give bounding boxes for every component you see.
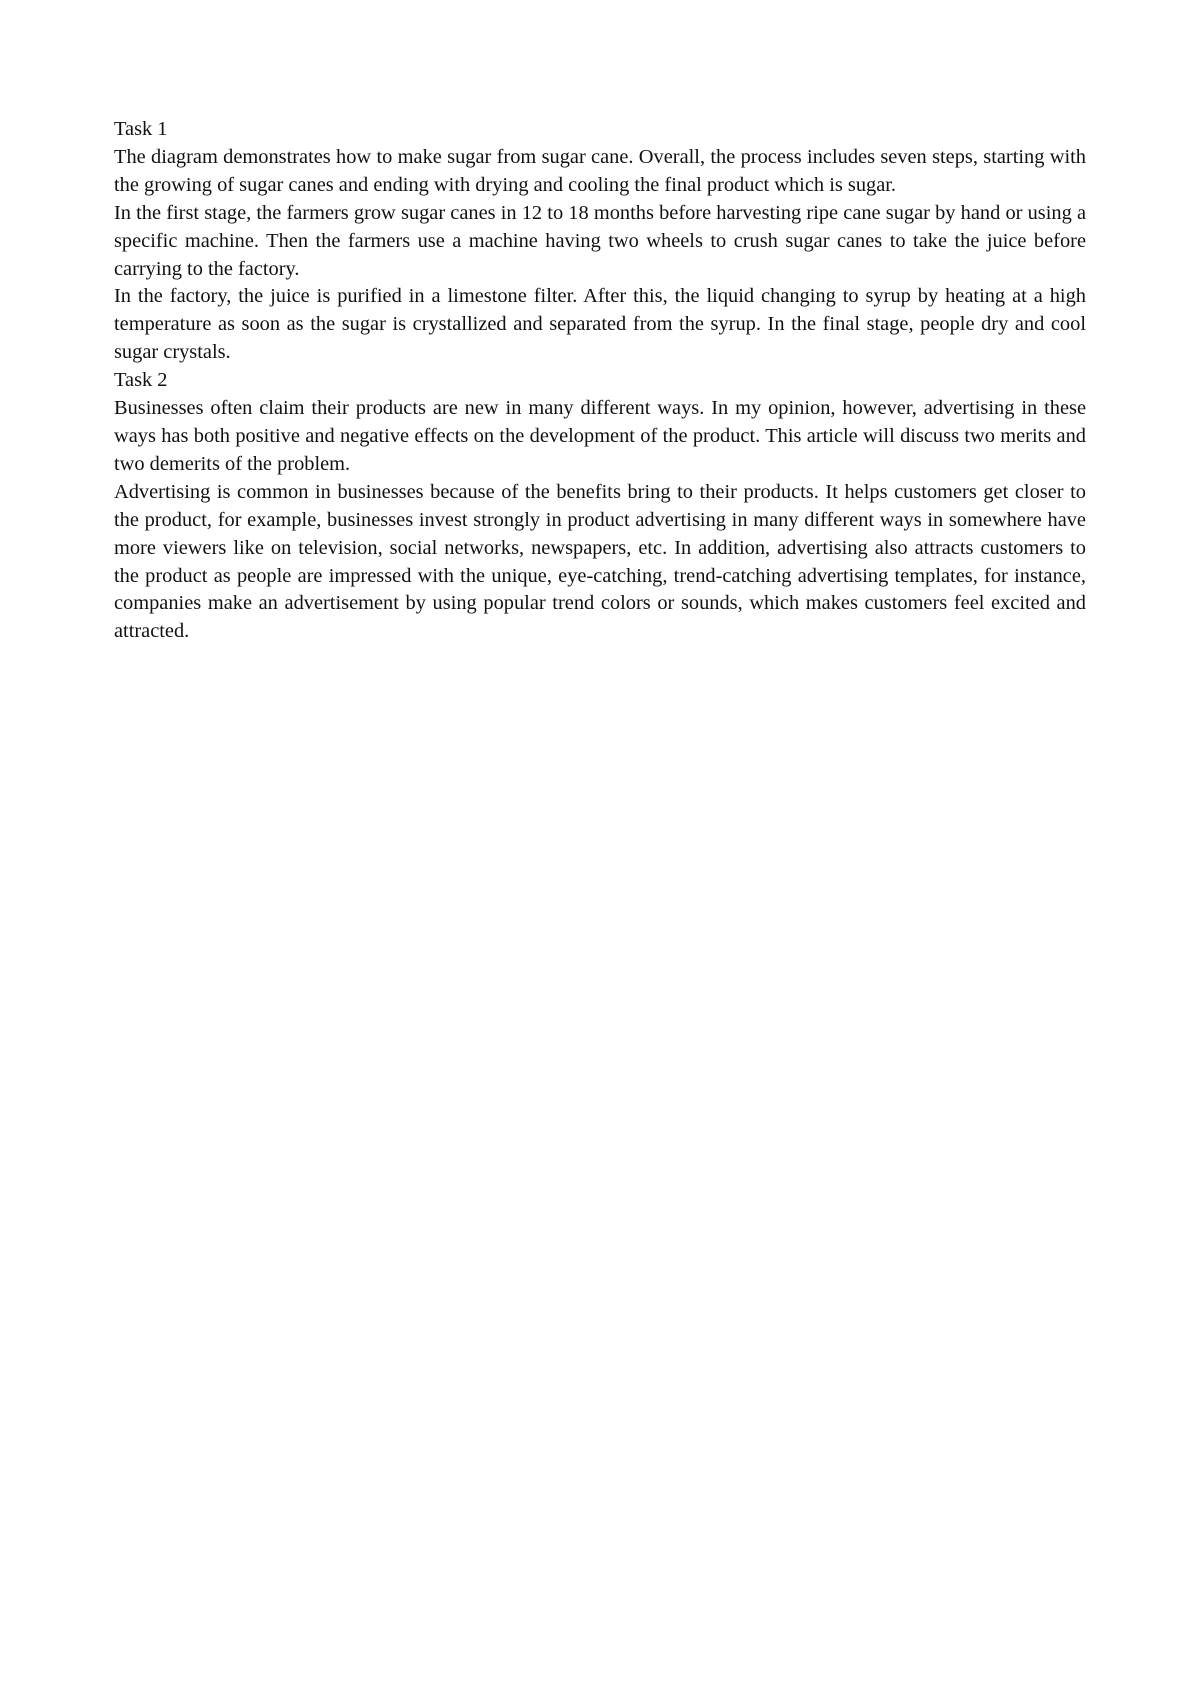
- task1-heading: Task 1: [114, 118, 168, 140]
- task1-paragraph-3: In the factory, the juice is purified in a limestone filter. After this, the liquid changing to syrup by heating at a high temperature as soon as the sugar is crystallized and separated from the syrup. In the final stage, people dry and cool sugar crystals.: [114, 285, 1086, 364]
- task1-paragraph-1: The diagram demonstrates how to make sugar from sugar cane. Overall, the process includes seven steps, starting with the growing of sugar canes and ending with drying and cooling the final product which is sugar.: [114, 145, 1086, 196]
- document-body: [114, 116, 1086, 646]
- task1-paragraph-2: In the first stage, the farmers grow sugar canes in 12 to 18 months before harvesting ripe cane sugar by hand or using a specific machine. Then the farmers use a machine having two wheels to crush sugar canes to take the juice before carrying to the factory.: [114, 201, 1086, 280]
- task2-heading: Task 2: [114, 369, 168, 392]
- task2-paragraph-1: Businesses often claim their products are new in many different ways. In my opinion, however, advertising in these ways has both positive and negative effects on the development of the product. This article will discuss two merits and two demerits of the problem.: [114, 397, 1086, 475]
- task2-paragraph-2: Advertising is common in businesses because of the benefits bring to their products. It helps customers get closer to the product, for example, businesses invest strongly in product advertising in many different ways in somewhere have more viewers like on television, social networks, newspapers, etc. In addition, advertising also attracts customers to the product as people are impressed with the unique, eye-catching, trend-catching advertising templates, for instance, companies make an advertisement by using popular trend colors or sounds, which makes customers feel excited and attracted.: [114, 480, 1086, 643]
